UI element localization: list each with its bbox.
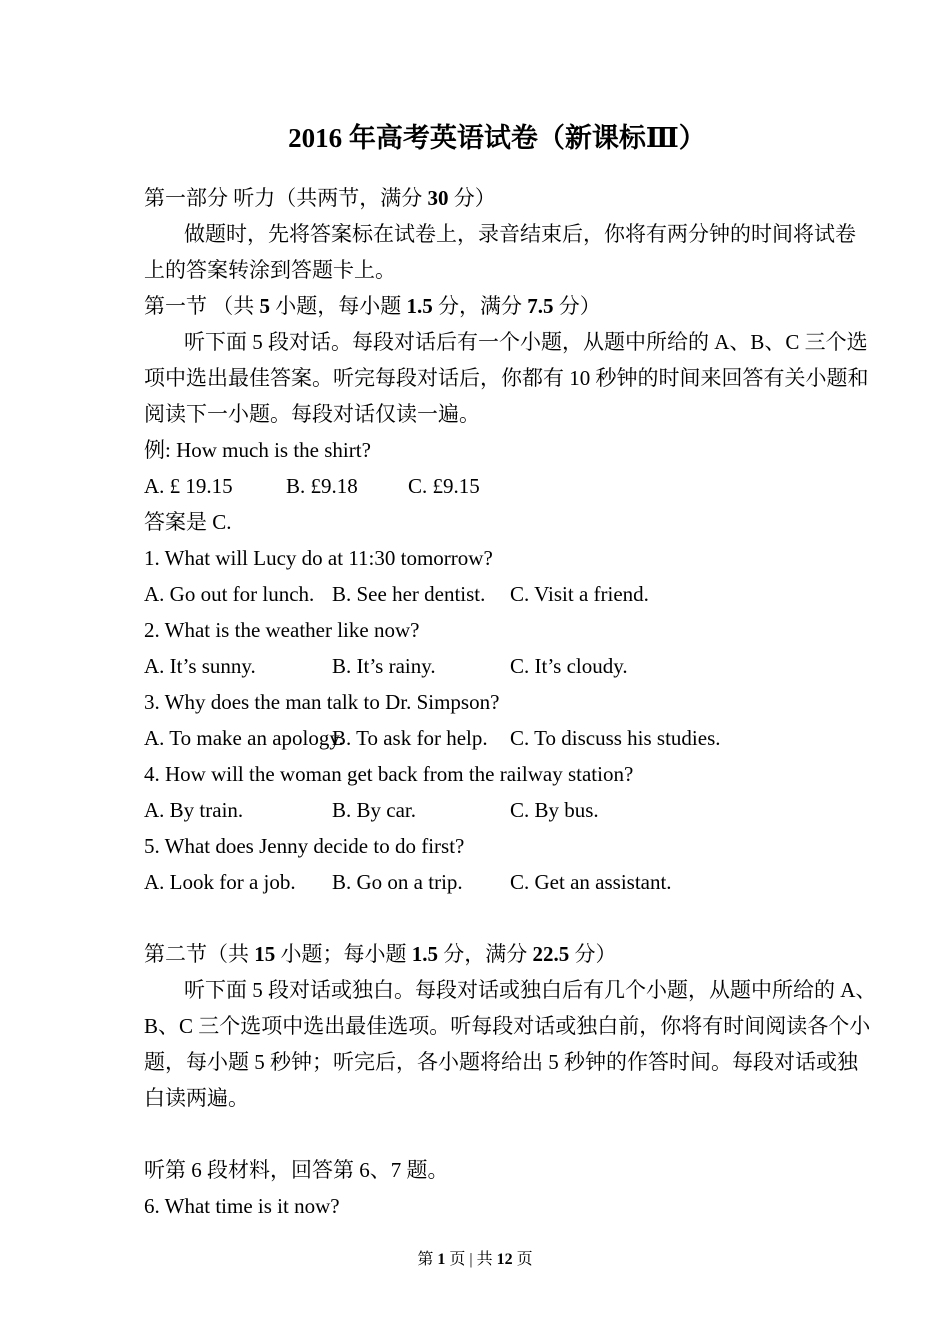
part1-heading-tail: 分） [448,186,496,210]
question-2-option-a: A. It’s sunny. [144,654,256,678]
question-3-option-c: C. To discuss his studies. [510,726,721,750]
example-prompt: 例: How much is the shirt? [144,438,371,462]
question-4-option-b: B. By car. [332,798,416,822]
question-5-option-a: A. Look for a job. [144,870,296,894]
question-2-text: 2. What is the weather like now? [144,618,420,642]
question-1-option-b: B. See her dentist. [332,582,486,606]
section1-heading-mid2: 分，满分 [432,294,528,318]
question-5-option-c: C. Get an assistant. [510,870,672,894]
question-3-option-a: A. To make an apology. [144,726,344,750]
question-2-option-b: B. It’s rainy. [332,654,436,678]
section2-heading [144,936,850,972]
section2-intro-line-2: B、C 三个选项中选出最佳选项。听每段对话或独白前，你将有时间阅读各个小 [144,1014,871,1038]
page-footer [0,1248,950,1272]
section2-heading-mid2: 分，满分 [438,942,533,966]
section2-intro-line-1: 听下面 5 段对话或独白。每段对话或独白后有几个小题，从题中所给的 A、 [184,978,877,1002]
section2-heading-mid1: 小题；每小题 [275,942,412,966]
footer-pages-label: 页 [512,1251,533,1268]
question-1-option-c: C. Visit a friend. [510,582,649,606]
section2-heading-text: 第二节（共 [144,942,255,966]
page-title: 2016 年高考英语试卷（新课标Ⅲ） [288,123,706,153]
section1-heading-tail: 分） [553,294,601,318]
section2-total-score: 22.5 [532,942,570,966]
question-5-options [144,864,850,900]
footer-page-number: 1 [437,1251,446,1268]
section1-intro-line-1: 听下面 5 段对话。每段对话后有一个小题，从题中所给的 A、B、C 三个选 [184,330,868,354]
part1-intro-line-2: 上的答案转涂到答题卡上。 [144,258,396,282]
question-4-option-a: A. By train. [144,798,244,822]
section1-intro-line-2: 项中选出最佳答案。听完每段对话后，你都有 10 秒钟的时间来回答有关小题和 [144,366,869,390]
question-4-options [144,792,850,828]
question-6-text: 6. What time is it now? [144,1194,340,1218]
part1-heading-text: 第一部分 听力（共两节，满分 [144,186,428,210]
question-5-option-b: B. Go on a trip. [332,870,463,894]
question-1-option-a: A. Go out for lunch. [144,582,315,606]
section2-intro-line-3: 题，每小题 5 秒钟；听完后，各小题将给出 5 秒钟的作答时间。每段对话或独 [144,1050,858,1074]
question-2-option-c: C. It’s cloudy. [510,654,628,678]
section2-heading-tail: 分） [569,942,617,966]
footer-page-label: 第 [417,1251,438,1268]
question-3-options [144,720,850,756]
question-2-options [144,648,850,684]
question-3-text: 3. Why does the man talk to Dr. Simpson? [144,690,500,714]
section1-heading-text: 第一节 （共 [144,294,260,318]
section2-per-question-score: 1.5 [411,942,438,966]
question-3-option-b: B. To ask for help. [332,726,488,750]
question-4-text: 4. How will the woman get back from the railway station? [144,762,634,786]
section1-intro-line-3: 阅读下一小题。每段对话仅读一遍。 [144,402,480,426]
part1-heading [144,180,850,216]
section1-per-question-score: 1.5 [406,294,433,318]
question-5-text: 5. What does Jenny decide to do first? [144,834,465,858]
footer-total-pages: 12 [496,1251,513,1268]
material-6-instruction: 听第 6 段材料，回答第 6、7 题。 [144,1158,449,1182]
footer-separator: 页 | 共 [445,1251,497,1268]
question-1-options [144,576,850,612]
section2-intro-line-4: 白读两遍。 [144,1086,249,1110]
section1-heading [144,288,850,324]
section2-question-count: 15 [254,942,276,966]
section1-heading-mid1: 小题，每小题 [270,294,407,318]
part1-total-score: 30 [427,186,449,210]
example-option-c: C. £9.15 [408,474,480,498]
example-options [144,468,850,504]
question-1-text: 1. What will Lucy do at 11:30 tomorrow? [144,546,493,570]
spacer [144,900,850,936]
section1-total-score: 7.5 [527,294,554,318]
question-4-option-c: C. By bus. [510,798,599,822]
section1-question-count: 5 [259,294,270,318]
example-answer: 答案是 C. [144,510,232,534]
example-option-a: A. £ 19.15 [144,474,233,498]
part1-intro-line-1: 做题时，先将答案标在试卷上，录音结束后，你将有两分钟的时间将试卷 [184,222,856,246]
example-option-b: B. £9.18 [286,474,358,498]
spacer [144,1116,850,1152]
